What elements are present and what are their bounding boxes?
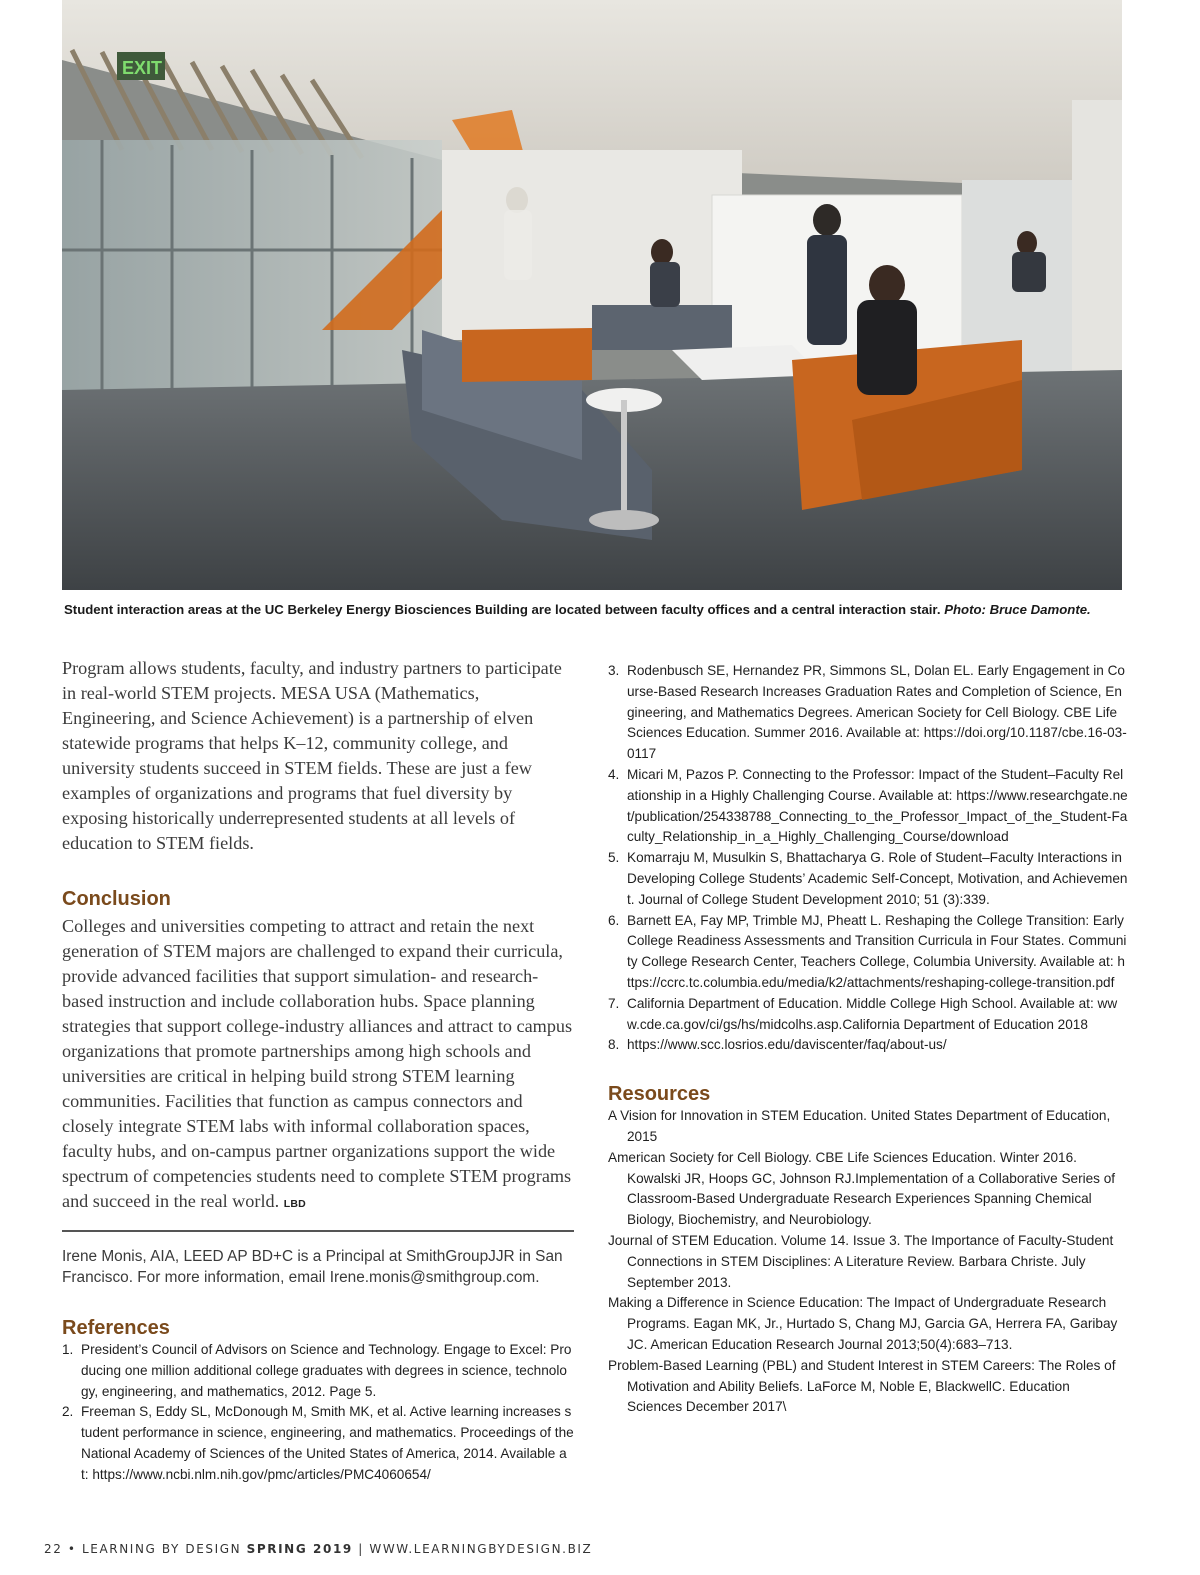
resource-item: American Society for Cell Biology. CBE Life Sciences Education. Winter 2016. Kowalski JR, Hoops GC, Johnson RJ.Implementation of a Collaborative Series of Classroom-Based Undergraduate Research Experiences Spanning Chemical Biology, Biochemistry, and Neurobiology.	[608, 1149, 1116, 1228]
website-link[interactable]: WWW.LEARNINGBYDESIGN.BIZ	[369, 1542, 593, 1556]
right-column	[608, 661, 1128, 1418]
resources-list	[608, 1106, 1128, 1418]
resource-item: Problem-Based Learning (PBL) and Student Interest in STEM Careers: The Roles of Motivation and Ability Beliefs. LaForce M, Noble E, BlackwellC. Education Sciences December 2017\	[608, 1357, 1116, 1415]
references-heading: References	[62, 1317, 170, 1339]
references-list-left	[62, 1340, 574, 1486]
resource-item: Journal of STEM Education. Volume 14. Issue 3. The Importance of Faculty-Student Connections in STEM Disciplines: A Literature Review. Barbara Christe. July September 2013.	[608, 1232, 1114, 1290]
reference-item: 3. Rodenbusch SE, Hernandez PR, Simmons SL, Dolan EL. Early Engagement in Course-Based Research Increases Graduation Rates and Completion of Science, Engineering, and Mathematics Degrees. American Society for Cell Biology. CBE Life Sciences Education. Summer 2016. Available at: https://doi.org/10.1187/cbe.16-03-0117	[608, 663, 1127, 762]
footer-bullet: •	[67, 1542, 77, 1556]
photo-credit: Photo: Bruce Damonte.	[944, 602, 1091, 617]
caption-text: Student interaction areas at the UC Berkeley Energy Biosciences Building are located between faculty offices and a central interaction stair.	[64, 602, 941, 617]
resources-heading: Resources	[608, 1083, 711, 1106]
resource-item: Making a Difference in Science Education: The Impact of Undergraduate Research Programs. Eagan MK, Jr., Hurtado S, Chang MJ, Garcia GA, Herrera FA, Garibay JC. American Education Research Journal 2013;50(4):683–713.	[608, 1295, 1118, 1352]
issue-label: SPRING 2019	[246, 1542, 353, 1556]
reference-item: 1. President’s Council of Advisors on Science and Technology. Engage to Excel: Producing one million additional college graduates with degrees in science, technology, engineering, and mathematics, 2012. Page 5.	[62, 1342, 572, 1399]
conclusion-heading: Conclusion	[62, 888, 171, 910]
photo-caption	[64, 602, 1124, 617]
magazine-name: LEARNING BY DESIGN	[82, 1542, 242, 1556]
page-number: 22	[44, 1542, 63, 1556]
author-bio: Irene Monis, AIA, LEED AP BD+C is a Principal at SmithGroupJJR in San Francisco. For more information, email Irene.monis@smithgroup.com.	[62, 1248, 563, 1286]
reference-item: 7. California Department of Education. Middle College High School. Available at: www.cde.ca.gov/ci/gs/hs/midcolhs.asp.California Department of Education 2018	[608, 995, 1118, 1032]
reference-item: 2. Freeman S, Eddy SL, McDonough M, Smith MK, et al. Active learning increases student performance in science, engineering, and mathematics. Proceedings of the National Academy of Sciences of the United States of America, 2014. Available at: https://www.ncbi.nlm.nih.gov/pmc/articles/PMC4060654/	[62, 1404, 574, 1482]
references-list-right	[608, 661, 1128, 1056]
left-column	[62, 656, 574, 1486]
footer-separator: |	[358, 1542, 364, 1556]
conclusion-text: Colleges and universities competing to attract and retain the next generation of STEM majors are challenged to expand their curricula, provide advanced facilities that support simulation- and research-based instruction and include collaboration hubs. Space planning strategies that support college-industry alliances and attract to campus organizations that promote partnerships among high schools and universities are critical in helping build strong STEM learning communities. Facilities that function as campus connectors and closely integrate STEM labs with informal collaboration spaces, faculty hubs, and on-campus partner organizations support the wide spectrum of competencies students need to complete STEM programs and succeed in the real world.	[62, 916, 573, 1211]
page-footer	[44, 1542, 592, 1556]
reference-item: 5. Komarraju M, Musulkin S, Bhattacharya G. Role of Student–Faculty Interactions in Developing College Students’ Academic Self-Concept, Motivation, and Achievement. Journal of College Student Development 2010; 51 (3):339.	[608, 850, 1128, 907]
resource-item: A Vision for Innovation in STEM Education. United States Department of Education, 2015	[608, 1108, 1111, 1144]
conclusion-paragraph	[62, 914, 574, 1217]
lbd-end-mark: LBD	[283, 1198, 306, 1210]
reference-item: 4. Micari M, Pazos P. Connecting to the Professor: Impact of the Student–Faculty Relationship in a Highly Challenging Course. Available at: https://www.researchgate.net/publication/254338788_Connecting_to_the_Professor_Impact_of_the_Student-Faculty_Relationship_in_a_Highly_Challenging_Course/download	[608, 766, 1128, 845]
reference-item: 8. https://www.scc.losrios.edu/daviscenter/faq/about-us/	[608, 1037, 947, 1053]
interior-photo	[62, 0, 1122, 590]
intro-paragraph: Program allows students, faculty, and industry partners to participate in real-world STEM projects. MESA USA (Mathematics, Engineering, and Science Achievement) is a partnership of elven statewide programs that helps K–12, community college, and university students succeed in STEM fields. These are just a few examples of organizations and programs that fuel diversity by exposing historically underrepresented students at all levels of education to STEM fields.	[62, 658, 562, 853]
divider-rule	[62, 1230, 574, 1232]
reference-item: 6. Barnett EA, Fay MP, Trimble MJ, Pheatt L. Reshaping the College Transition: Early College Readiness Assessments and Transition Curricula in Four States. Community College Research Center, Teachers College, Columbia University. Available at: https://ccrc.tc.columbia.edu/media/k2/attachments/reshaping-college-transition.pdf	[608, 912, 1127, 990]
exit-sign: EXIT	[122, 58, 163, 78]
